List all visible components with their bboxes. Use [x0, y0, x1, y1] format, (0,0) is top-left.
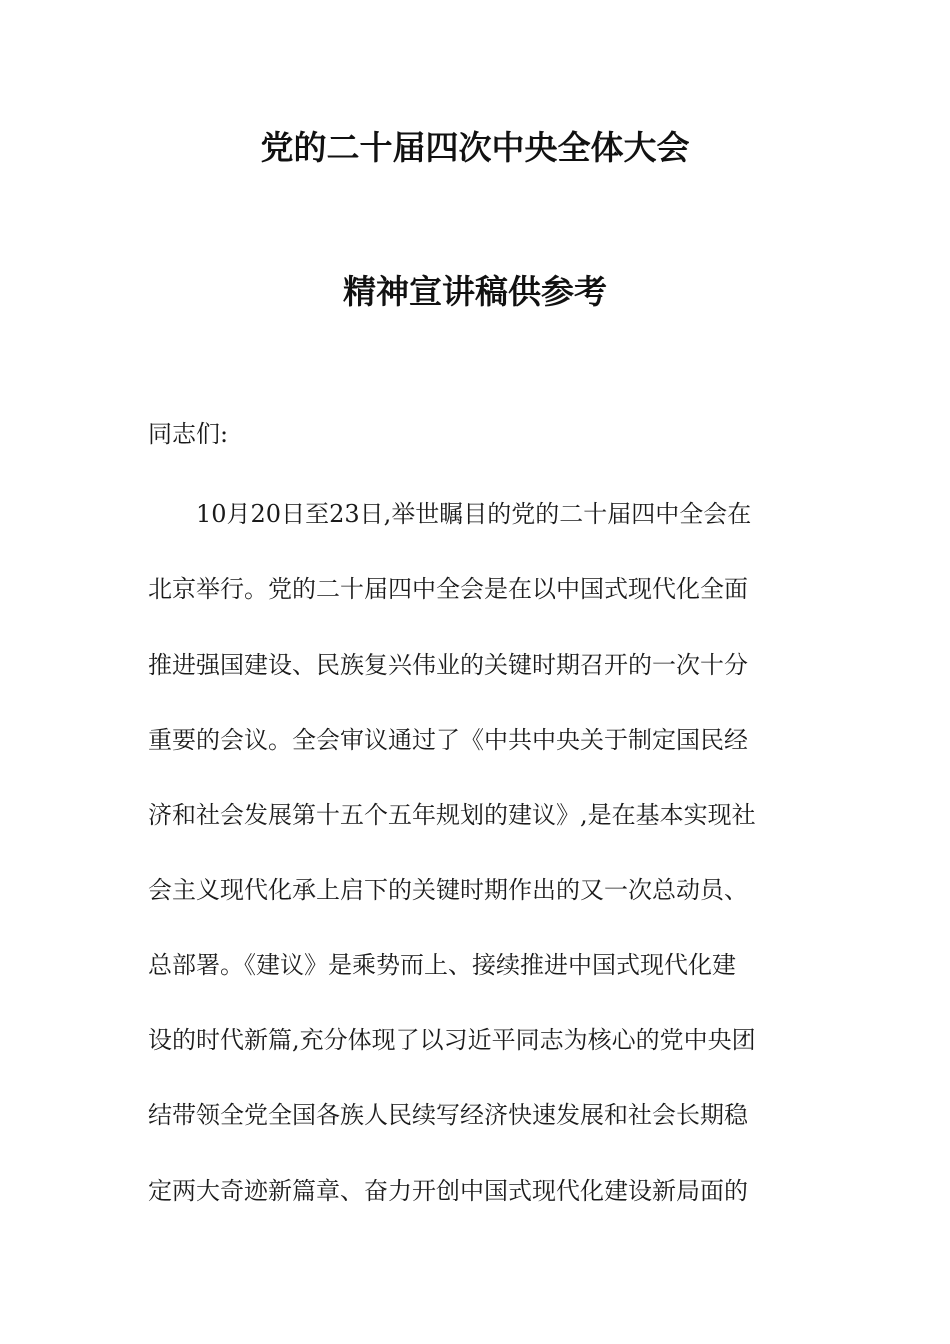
paragraph-line: 北京举行。党的二十届四中全会是在以中国式现代化全面: [148, 575, 748, 603]
paragraph-line: 设的时代新篇,充分体现了以习近平同志为核心的党中央团: [148, 1026, 756, 1054]
greeting: 同志们:: [148, 420, 229, 448]
paragraph-line: 10月20日至23日,举世瞩目的党的二十届四中全会在: [196, 500, 752, 528]
document-title-line-1: 党的二十届四次中央全体大会: [260, 128, 690, 167]
document-title-line-2: 精神宣讲稿供参考: [343, 272, 607, 311]
paragraph-line: 推进强国建设、民族复兴伟业的关键时期召开的一次十分: [148, 651, 748, 679]
paragraph-line: 结带领全党全国各族人民续写经济快速发展和社会长期稳: [148, 1101, 748, 1129]
paragraph-line: 会主义现代化承上启下的关键时期作出的又一次总动员、: [148, 876, 748, 904]
paragraph-line: 重要的会议。全会审议通过了《中共中央关于制定国民经: [148, 726, 748, 754]
paragraph-line: 济和社会发展第十五个五年规划的建议》,是在基本实现社: [148, 801, 756, 829]
paragraph-line: 总部署。《建议》是乘势而上、接续推进中国式现代化建: [148, 951, 736, 979]
paragraph-line: 定两大奇迹新篇章、奋力开创中国式现代化建设新局面的: [148, 1177, 748, 1205]
